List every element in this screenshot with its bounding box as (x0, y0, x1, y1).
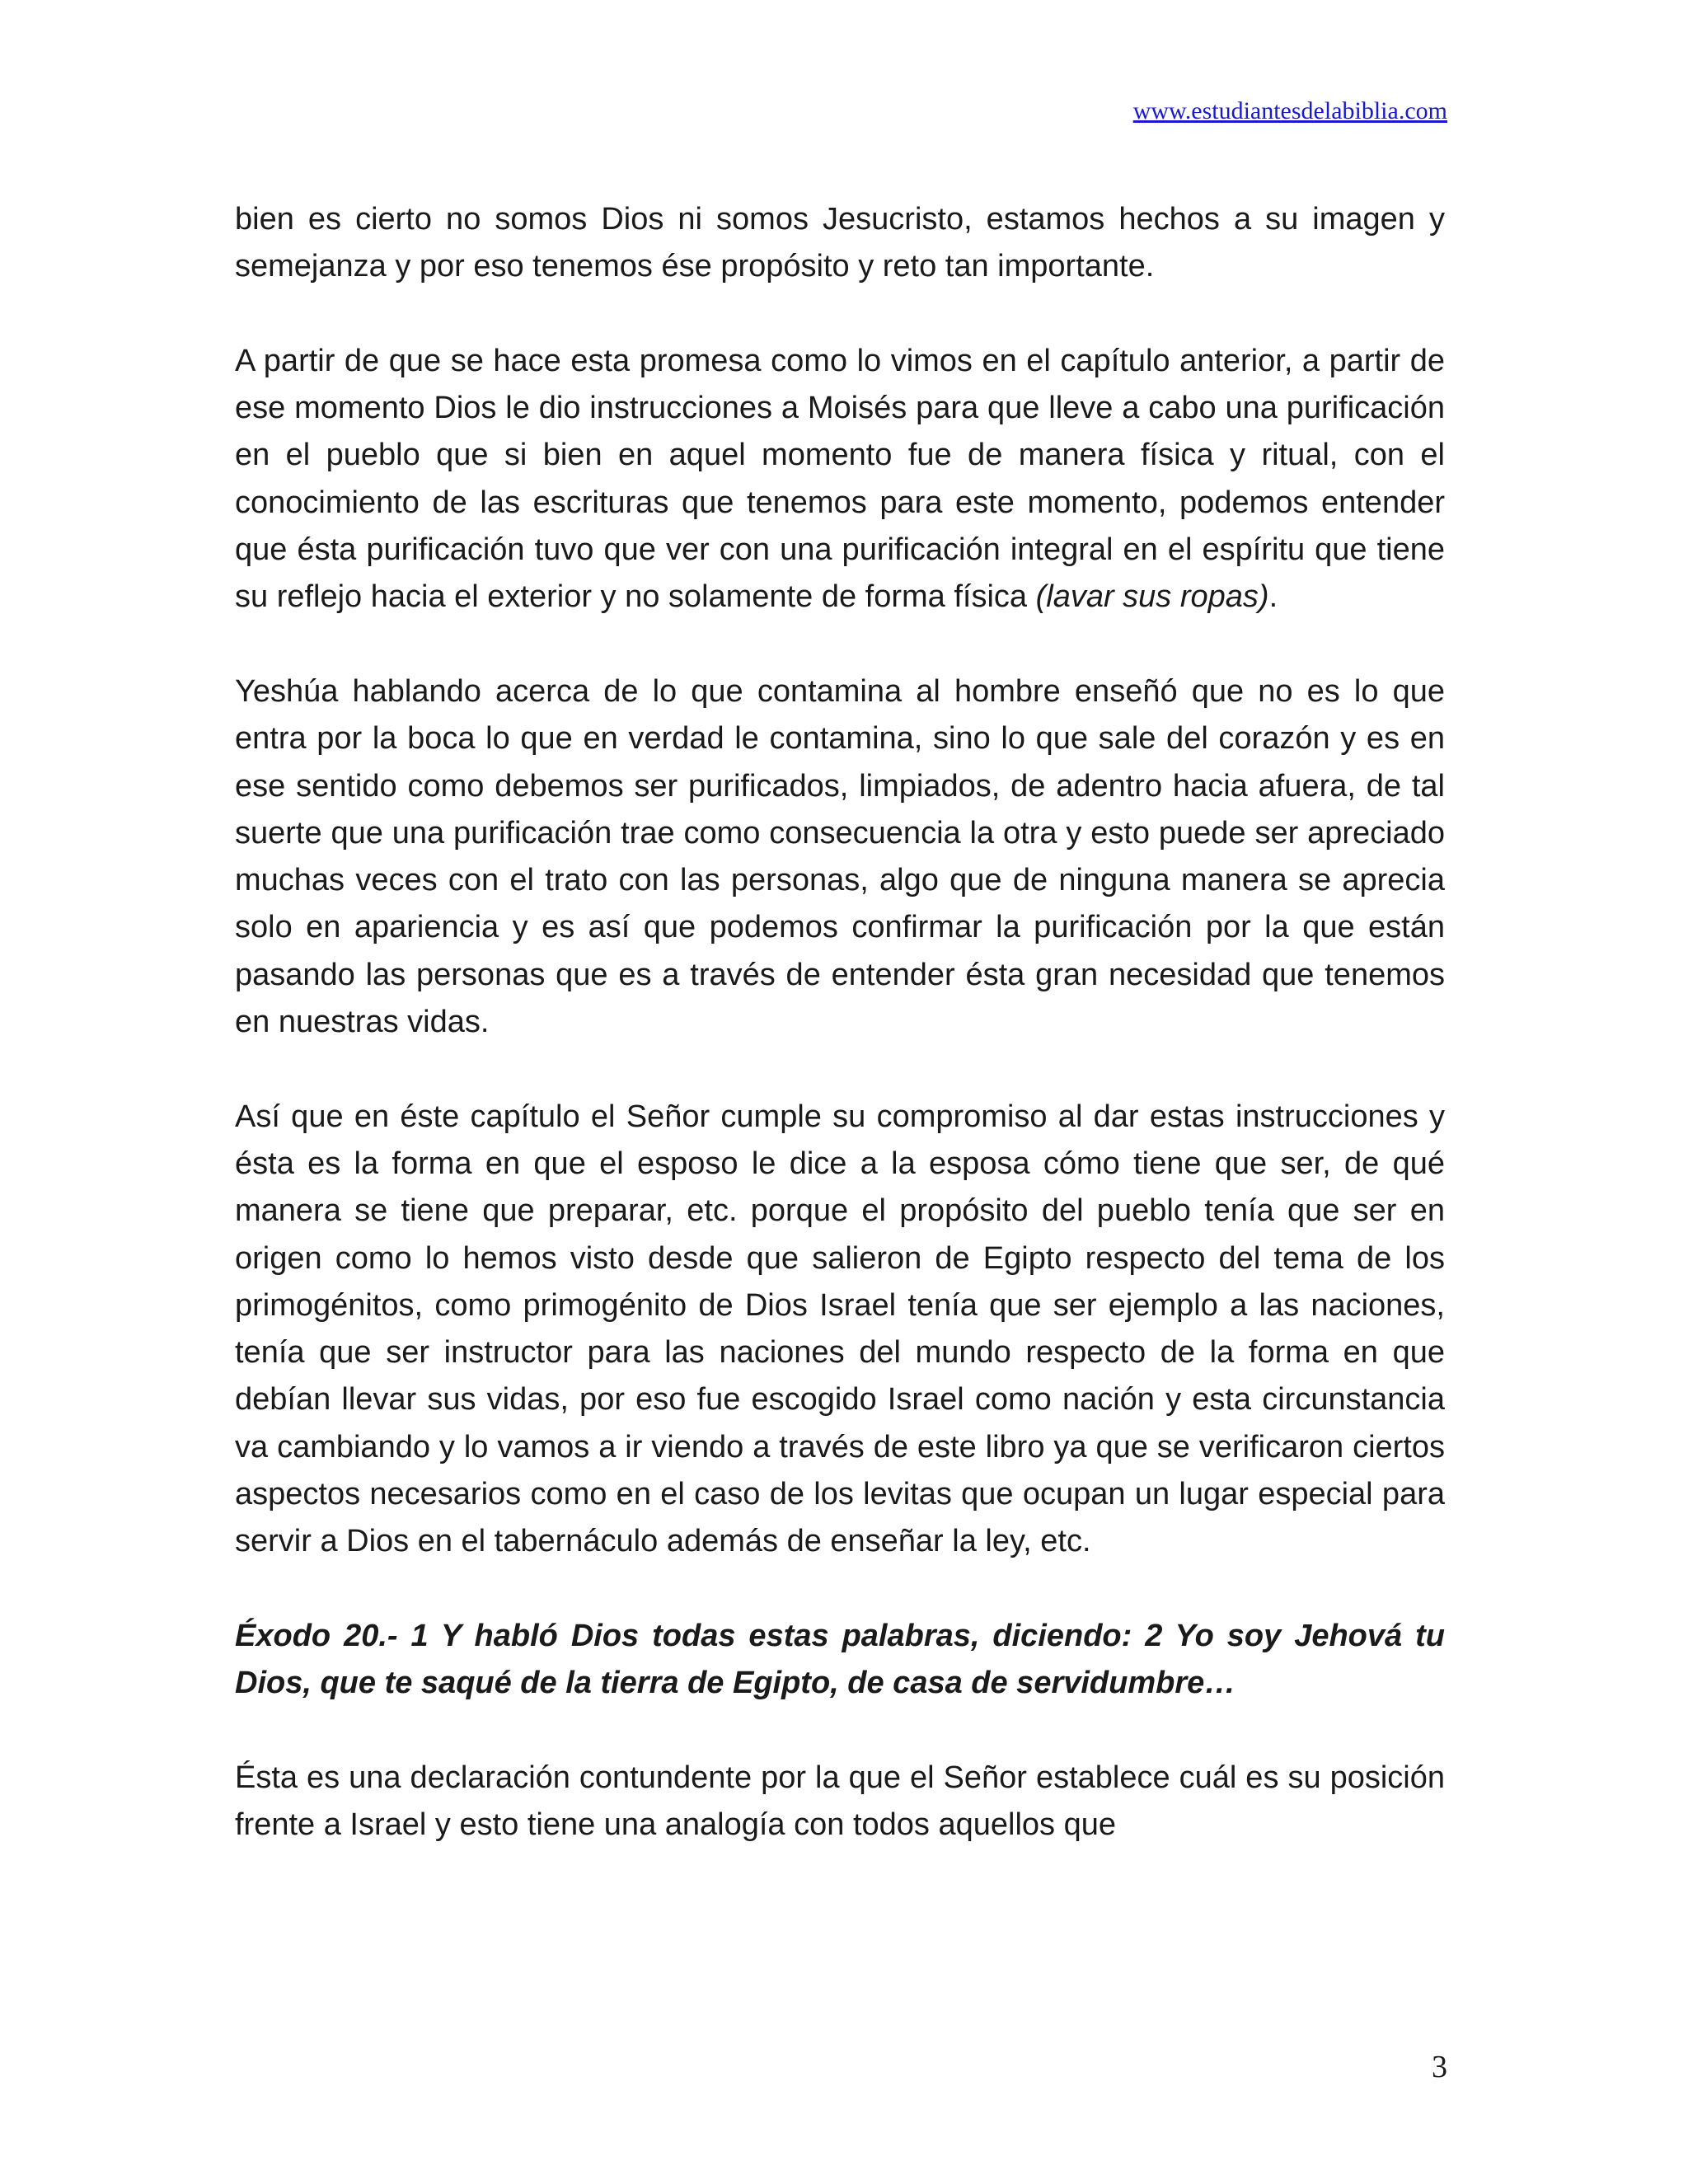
paragraph-1: bien es cierto no somos Dios ni somos Jesucristo, estamos hechos a su imagen y semejanza y por eso tenemos ése propósito y reto tan importante. (235, 202, 1445, 284)
paragraph-2-italic: (lavar sus ropas) (1035, 579, 1269, 615)
scripture-quote: Éxodo 20.- 1 Y habló Dios todas estas palabras, diciendo: 2 Yo soy Jehová tu Dios, que te saqué de la tierra de Egipto, de casa de servidumbre… (235, 1618, 1445, 1701)
document-body (235, 196, 1445, 1896)
paragraph-4: Así que en éste capítulo el Señor cumple su compromiso al dar estas instrucciones y ésta es la forma en que el esposo le dice a la esposa cómo tiene que ser, de qué manera se tiene que preparar, etc. porque el propósito del pueblo tenía que ser en origen como lo hemos visto desde que salieron de Egipto respecto del tema de los primogénitos, como primogénito de Dios Israel tenía que ser ejemplo a las naciones, tenía que ser instructor para las naciones del mundo respecto de la forma en que debían llevar sus vidas, por eso fue escogido Israel como nación y esta circunstancia va cambiando y lo vamos a ir viendo a través de este libro ya que se verificaron ciertos aspectos necesarios como en el caso de los levitas que ocupan un lugar especial para servir a Dios en el tabernáculo además de enseñar la ley, etc. (235, 1099, 1445, 1559)
paragraph-2 (235, 338, 1445, 621)
paragraph-3: Yeshúa hablando acerca de lo que contamina al hombre enseñó que no es lo que entra por la boca lo que en verdad le contamina, sino lo que sale del corazón y es en ese sentido como debemos ser purificados, limpiados, de adentro hacia afuera, de tal suerte que una purificación trae como consecuencia la otra y esto puede ser apreciado muchas veces con el trato con las personas, algo que de ninguna manera se aprecia solo en apariencia y es así que podemos confirmar la purificación por la que están pasando las personas que es a través de entender ésta gran necesidad que tenemos en nuestras vidas. (235, 673, 1445, 1040)
paragraph-2-end: . (1268, 579, 1278, 615)
paragraph-5: Ésta es una declaración contundente por la que el Señor establece cuál es su posición frente a Israel y esto tiene una analogía con todos aquellos que (235, 1760, 1445, 1843)
page-number: 3 (1432, 2050, 1447, 2084)
website-link[interactable]: www.estudiantesdelabiblia.com (1132, 97, 1447, 124)
paragraph-2-text: A partir de que se hace esta promesa como lo vimos en el capítulo anterior, a partir de ese momento Dios le dio instrucciones a Moisés para que lleve a cabo una purificación en el pueblo que si bien en aquel momento fue de manera física y ritual, con el conocimiento de las escrituras que tenemos para este momento, podemos entender que ésta purificación tuvo que ver con una purificación integral en el espíritu que tiene su reflejo hacia el exterior y no solamente de forma física (235, 343, 1445, 615)
